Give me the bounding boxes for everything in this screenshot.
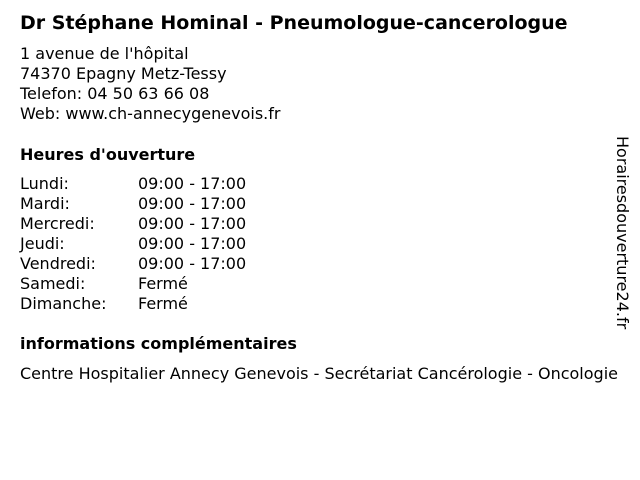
hours-row-tuesday <box>20 194 246 214</box>
hours-day: Dimanche: <box>20 294 107 313</box>
side-brand-watermark: Horairesdouverture24.fr <box>613 136 632 330</box>
address-web: Web: www.ch-annecygenevois.fr <box>20 104 281 123</box>
hours-day: Mardi: <box>20 194 70 213</box>
address-city: 74370 Epagny Metz-Tessy <box>20 64 227 83</box>
page-title: Dr Stéphane Hominal - Pneumologue-cancerologue <box>20 12 568 34</box>
hours-time: 09:00 - 17:00 <box>138 254 247 273</box>
info-heading: informations complémentaires <box>20 334 297 353</box>
hours-heading: Heures d'ouverture <box>20 145 196 164</box>
hours-day: Vendredi: <box>20 254 96 273</box>
hours-time: Fermé <box>138 274 188 293</box>
opening-hours-list <box>20 174 246 314</box>
hours-day: Mercredi: <box>20 214 95 233</box>
hours-time: Fermé <box>138 294 188 313</box>
address-block <box>20 44 280 124</box>
hours-row-monday <box>20 174 246 194</box>
address-street: 1 avenue de l'hôpital <box>20 44 189 63</box>
address-phone: Telefon: 04 50 63 66 08 <box>20 84 210 103</box>
hours-time: 09:00 - 17:00 <box>138 214 247 233</box>
hours-day: Lundi: <box>20 174 69 193</box>
hours-row-saturday <box>20 274 246 294</box>
info-text: Centre Hospitalier Annecy Genevois - Secrétariat Cancérologie - Oncologie <box>20 364 618 383</box>
hours-row-thursday <box>20 234 246 254</box>
hours-time: 09:00 - 17:00 <box>138 234 247 253</box>
hours-time: 09:00 - 17:00 <box>138 194 247 213</box>
hours-row-wednesday <box>20 214 246 234</box>
hours-day: Jeudi: <box>20 234 65 253</box>
hours-row-sunday <box>20 294 246 314</box>
hours-time: 09:00 - 17:00 <box>138 174 247 193</box>
hours-row-friday <box>20 254 246 274</box>
hours-day: Samedi: <box>20 274 86 293</box>
